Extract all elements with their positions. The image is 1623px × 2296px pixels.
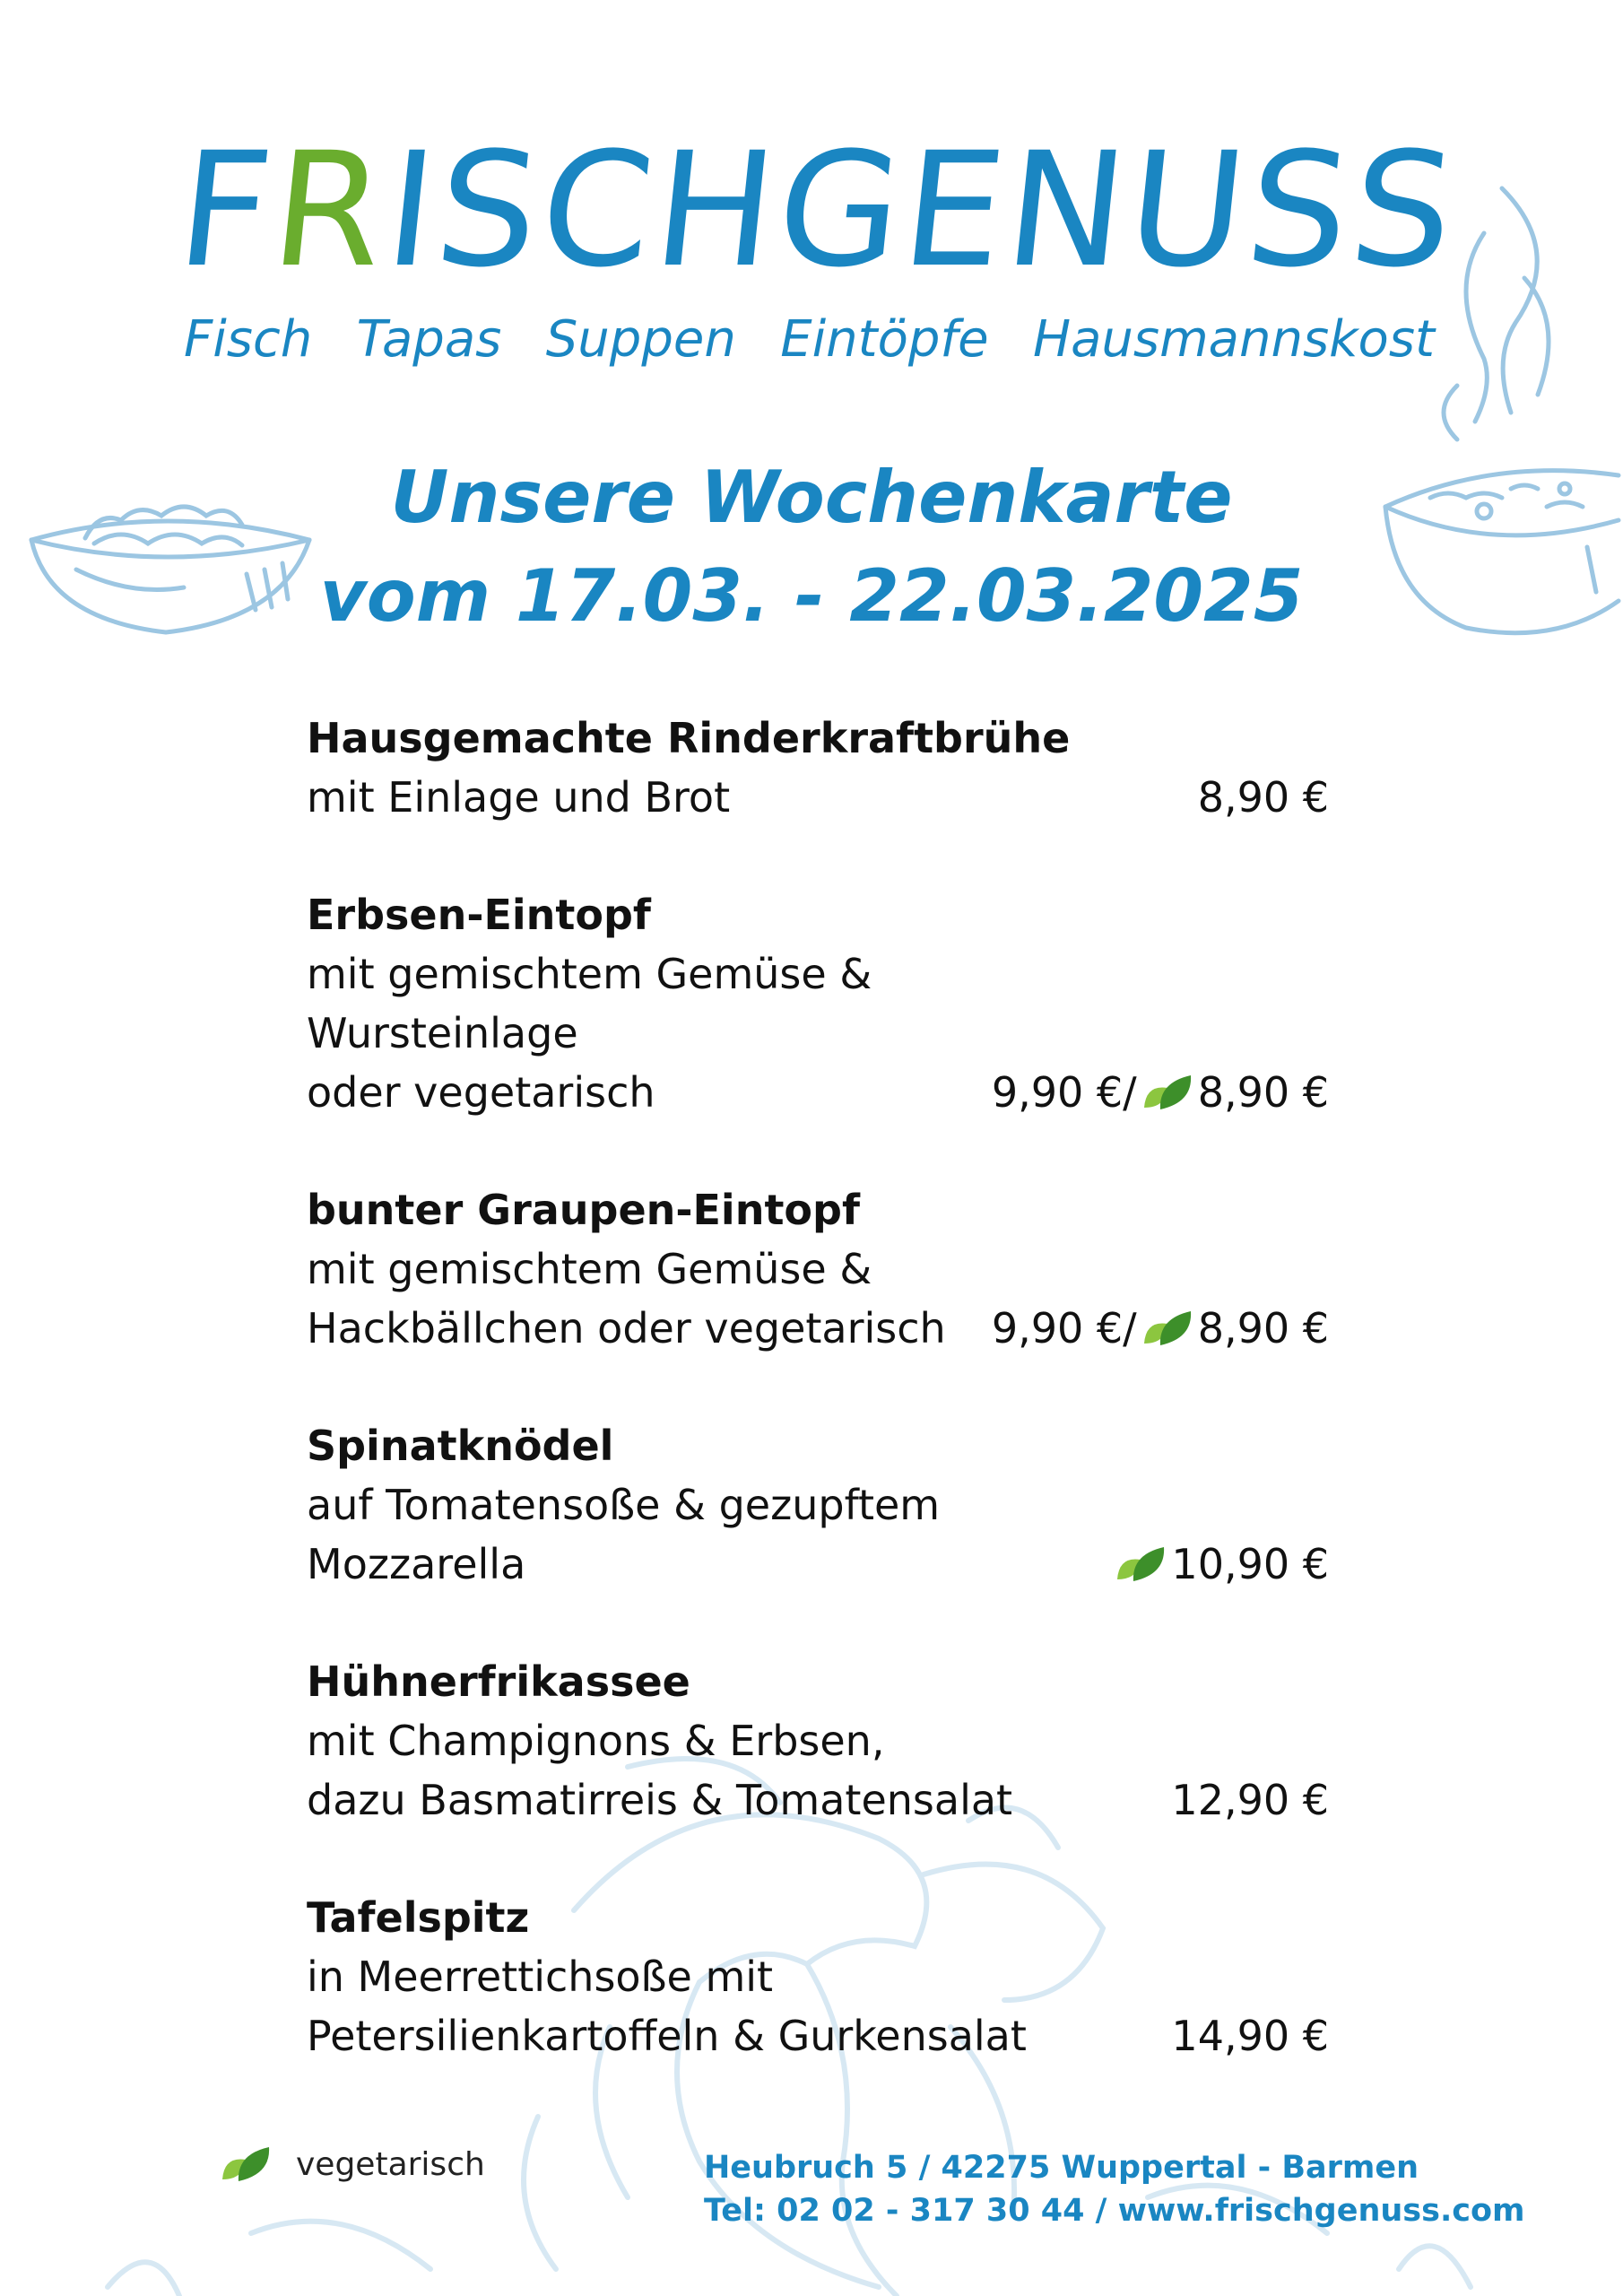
dish-description: dazu Basmatirreis & Tomatensalat — [307, 1776, 1013, 1824]
brand-letter: S — [1238, 118, 1358, 302]
dish-price — [992, 1299, 1329, 1358]
price-vegetarian: 8,90 € — [1197, 1068, 1329, 1117]
leaf-icon — [1141, 1308, 1194, 1349]
dish-title: Erbsen-Eintopf — [307, 891, 651, 939]
price-regular: 9,90 €/ — [991, 1304, 1137, 1352]
dish-title: bunter Graupen-Eintopf — [307, 1186, 860, 1234]
menu-heading: Unsere Wochenkarte — [390, 456, 1233, 539]
brand-letter: S — [1342, 118, 1462, 302]
brand-letter: F — [169, 118, 281, 302]
category-tagline — [184, 303, 1435, 375]
price-regular: 8,90 € — [1197, 773, 1329, 822]
brand-letter: E — [894, 118, 1014, 302]
brand-letter: C — [532, 118, 662, 302]
legend-label: vegetarisch — [296, 2145, 485, 2183]
category-hausmannskost: Hausmannskost — [1033, 309, 1435, 369]
leaf-icon — [1141, 1072, 1194, 1113]
dish-description: Petersilienkartoffeln & Gurkensalat — [307, 2012, 1027, 2060]
menu-date-range: vom 17.03. - 22.03.2025 — [319, 554, 1304, 638]
dish-description: oder vegetarisch — [307, 1068, 655, 1117]
menu-item — [307, 1888, 1329, 2066]
menu-item — [307, 709, 1329, 827]
dish-price — [1198, 768, 1329, 827]
brand-letter: S — [428, 118, 548, 302]
category-suppen: Suppen — [545, 309, 736, 369]
dish-description: mit gemischtem Gemüse & — [307, 950, 872, 998]
dish-price — [1171, 1770, 1329, 1830]
footer-address-block — [704, 2146, 1525, 2232]
category-eintoepfe: Eintöpfe — [780, 309, 989, 369]
category-fisch: Fisch — [184, 309, 313, 369]
leaf-icon — [219, 2144, 273, 2185]
brand-letter: U — [1119, 118, 1254, 302]
dish-description: in Meerrettichsoße mit — [307, 1952, 774, 2001]
price-vegetarian: 10,90 € — [1171, 1540, 1329, 1588]
dish-title: Hühnerfrikassee — [307, 1657, 690, 1706]
price-regular: 12,90 € — [1171, 1776, 1329, 1824]
menu-item — [307, 1180, 1329, 1358]
menu-item — [307, 1416, 1329, 1594]
price-regular: 14,90 € — [1171, 2012, 1329, 2060]
legend — [215, 2144, 485, 2185]
category-tapas: Tapas — [356, 309, 502, 369]
brand-letter: N — [997, 118, 1135, 302]
dish-price — [992, 1063, 1329, 1122]
dish-title: Tafelspitz — [307, 1893, 530, 1942]
footer-contact: Tel: 02 02 - 317 30 44 / www.frischgenuss.com — [704, 2193, 1525, 2229]
menu-item — [307, 885, 1329, 1122]
brand-letter: I — [378, 118, 444, 302]
footer-address: Heubruch 5 / 42275 Wuppertal - Barmen — [704, 2150, 1419, 2186]
dish-description: mit Einlage und Brot — [307, 773, 731, 822]
dish-description: Hackbällchen oder vegetarisch — [307, 1304, 946, 1352]
brand-letter-accent: R — [264, 118, 394, 302]
dish-title: Spinatknödel — [307, 1422, 614, 1470]
brand-letter: H — [646, 118, 785, 302]
dish-price — [1171, 2006, 1329, 2066]
dish-description: auf Tomatensoße & gezupftem — [307, 1481, 941, 1529]
brand-letter: G — [768, 118, 910, 302]
dish-description: mit Champignons & Erbsen, — [307, 1717, 885, 1765]
dish-price — [1110, 1535, 1329, 1594]
dish-description: Wursteinlage — [307, 1009, 578, 1057]
dish-title: Hausgemachte Rinderkraftbrühe — [307, 714, 1071, 762]
dish-description: mit gemischtem Gemüse & — [307, 1245, 872, 1293]
leaf-icon — [1114, 1544, 1167, 1585]
price-vegetarian: 8,90 € — [1197, 1304, 1329, 1352]
price-regular: 9,90 €/ — [991, 1068, 1137, 1117]
menu-item — [307, 1652, 1329, 1830]
brand-logo — [169, 118, 1462, 302]
menu-list — [307, 709, 1329, 2124]
dish-description: Mozzarella — [307, 1540, 526, 1588]
